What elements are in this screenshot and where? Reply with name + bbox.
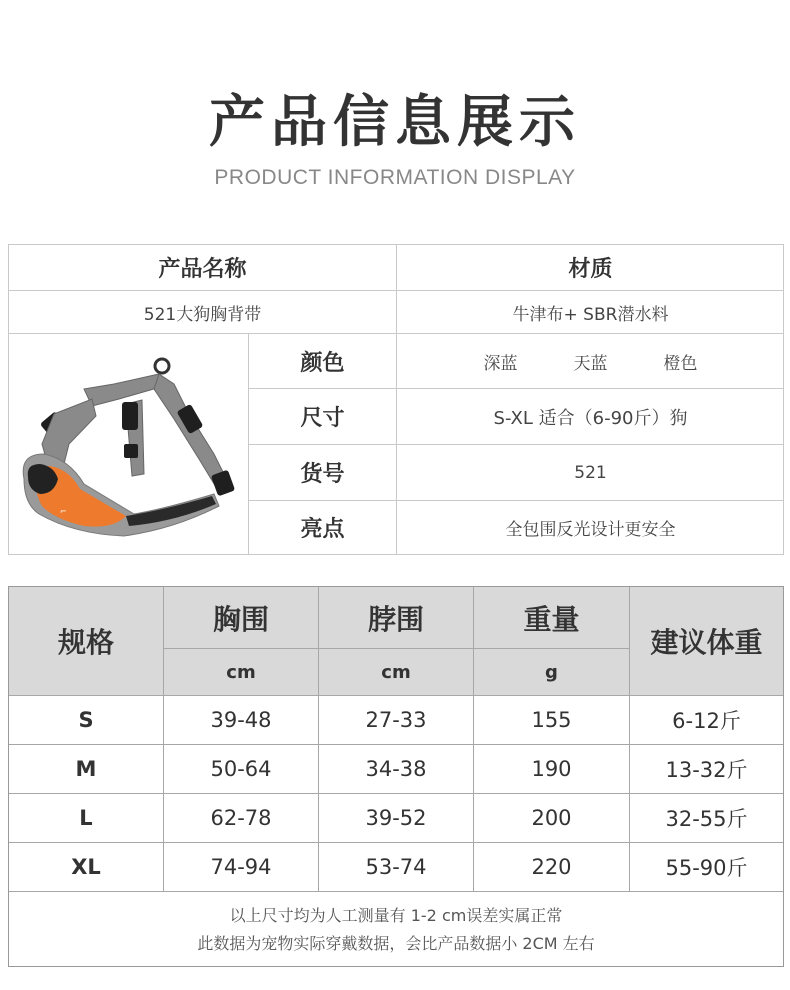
material-value: 牛津布+ SBR潜水料 — [397, 291, 784, 334]
header-product-name: 产品名称 — [9, 245, 397, 291]
label-item-number: 货号 — [249, 445, 397, 501]
header-weight-unit: g — [474, 649, 630, 696]
weight-cell: 220 — [474, 843, 630, 892]
label-color: 颜色 — [249, 334, 397, 389]
size-table — [8, 586, 784, 967]
header-chest: 胸围 — [164, 587, 319, 649]
note-line-1: 以上尺寸均为人工测量有 1-2 cm误差实属正常 — [229, 906, 563, 925]
weight-cell: 155 — [474, 696, 630, 745]
header-material: 材质 — [397, 245, 784, 291]
product-info-table — [8, 244, 784, 555]
size-cell: XL — [9, 843, 164, 892]
color-option-skyblue: 天蓝 — [573, 353, 608, 374]
suggest-cell: 55-90斤 — [630, 843, 783, 892]
note-line-2: 此数据为宠物实际穿戴数据，会比产品数据小 2CM 左右 — [197, 934, 595, 953]
value-color — [397, 334, 784, 389]
product-name-value: 521大狗胸背带 — [9, 291, 397, 334]
measurement-note — [9, 892, 783, 966]
header-suggested-weight: 建议体重 — [630, 587, 783, 696]
neck-cell: 39-52 — [319, 794, 474, 843]
suggest-cell: 6-12斤 — [630, 696, 783, 745]
header-neck-unit: cm — [319, 649, 474, 696]
dog-harness-image — [14, 344, 244, 544]
neck-cell: 27-33 — [319, 696, 474, 745]
suggest-cell: 32-55斤 — [630, 794, 783, 843]
label-highlight: 亮点 — [249, 501, 397, 554]
product-image-cell — [9, 334, 249, 554]
size-cell: S — [9, 696, 164, 745]
page-subtitle: PRODUCT INFORMATION DISPLAY — [214, 166, 576, 189]
page-title: 产品信息展示 — [209, 90, 581, 155]
color-option-orange: 橙色 — [663, 353, 698, 374]
label-size: 尺寸 — [249, 389, 397, 445]
neck-cell: 53-74 — [319, 843, 474, 892]
color-option-navy: 深蓝 — [483, 353, 518, 374]
suggest-cell: 13-32斤 — [630, 745, 783, 794]
value-size: S-XL 适合（6-90斤）狗 — [397, 389, 784, 445]
header-neck: 脖围 — [319, 587, 474, 649]
size-cell: M — [9, 745, 164, 794]
svg-text:⌐: ⌐ — [59, 507, 67, 516]
value-highlight: 全包围反光设计更安全 — [505, 520, 676, 540]
weight-cell: 190 — [474, 745, 630, 794]
header-spec: 规格 — [9, 587, 164, 696]
chest-cell: 74-94 — [164, 843, 319, 892]
header-chest-unit: cm — [164, 649, 319, 696]
weight-cell: 200 — [474, 794, 630, 843]
chest-cell: 50-64 — [164, 745, 319, 794]
value-item-number: 521 — [397, 445, 784, 501]
neck-cell: 34-38 — [319, 745, 474, 794]
chest-cell: 62-78 — [164, 794, 319, 843]
header-weight: 重量 — [474, 587, 630, 649]
chest-cell: 39-48 — [164, 696, 319, 745]
size-cell: L — [9, 794, 164, 843]
